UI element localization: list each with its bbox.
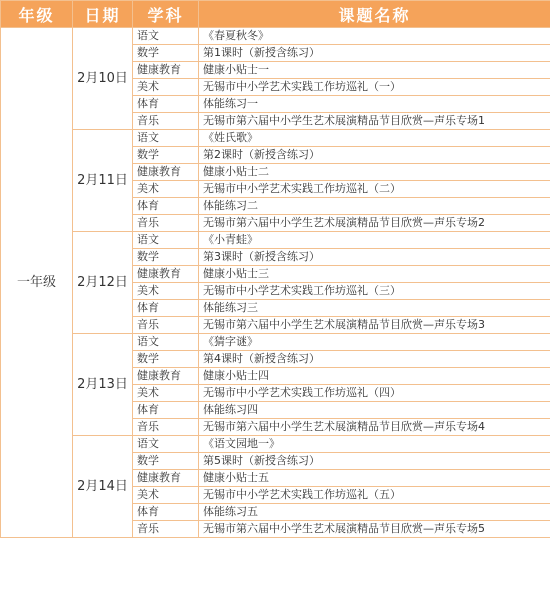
header-grade: 年级 [1,1,73,28]
date-cell: 2月11日 [73,130,133,232]
topic-cell: 体能练习二 [199,198,550,215]
table-row [1,232,550,249]
date-cell: 2月12日 [73,232,133,334]
topic-cell: 无锡市中小学艺术实践工作坊巡礼（五） [199,487,550,504]
subject-cell: 语文 [133,232,199,249]
table-row [1,436,550,453]
subject-cell: 健康教育 [133,368,199,385]
topic-cell: 无锡市第六届中小学生艺术展演精品节目欣赏—声乐专场1 [199,113,550,130]
subject-cell: 音乐 [133,113,199,130]
subject-cell: 数学 [133,249,199,266]
subject-cell: 数学 [133,147,199,164]
header-topic: 课题名称 [199,1,550,28]
topic-cell: 无锡市中小学艺术实践工作坊巡礼（四） [199,385,550,402]
subject-cell: 体育 [133,198,199,215]
topic-cell: 健康小贴士一 [199,62,550,79]
topic-cell: 无锡市第六届中小学生艺术展演精品节目欣赏—声乐专场3 [199,317,550,334]
subject-cell: 数学 [133,45,199,62]
topic-cell: 健康小贴士二 [199,164,550,181]
subject-cell: 音乐 [133,419,199,436]
table-row [1,28,550,45]
topic-cell: 《小青蛙》 [199,232,550,249]
date-cell: 2月14日 [73,436,133,538]
topic-cell: 第3课时（新授含练习） [199,249,550,266]
subject-cell: 美术 [133,283,199,300]
date-cell: 2月10日 [73,28,133,130]
header-date: 日期 [73,1,133,28]
topic-cell: 体能练习五 [199,504,550,521]
subject-cell: 语文 [133,436,199,453]
header-row [1,1,550,28]
subject-cell: 语文 [133,28,199,45]
subject-cell: 健康教育 [133,62,199,79]
topic-cell: 《姓氏歌》 [199,130,550,147]
topic-cell: 《猜字谜》 [199,334,550,351]
subject-cell: 数学 [133,351,199,368]
topic-cell: 无锡市第六届中小学生艺术展演精品节目欣赏—声乐专场2 [199,215,550,232]
subject-cell: 健康教育 [133,164,199,181]
topic-cell: 无锡市中小学艺术实践工作坊巡礼（一） [199,79,550,96]
topic-cell: 体能练习一 [199,96,550,113]
header-subject: 学科 [133,1,199,28]
topic-cell: 体能练习三 [199,300,550,317]
subject-cell: 美术 [133,79,199,96]
topic-cell: 健康小贴士四 [199,368,550,385]
topic-cell: 第2课时（新授含练习） [199,147,550,164]
topic-cell: 第5课时（新授含练习） [199,453,550,470]
topic-cell: 无锡市中小学艺术实践工作坊巡礼（二） [199,181,550,198]
topic-cell: 无锡市第六届中小学生艺术展演精品节目欣赏—声乐专场4 [199,419,550,436]
topic-cell: 《春夏秋冬》 [199,28,550,45]
date-cell: 2月13日 [73,334,133,436]
subject-cell: 美术 [133,385,199,402]
subject-cell: 健康教育 [133,266,199,283]
table-row [1,334,550,351]
subject-cell: 语文 [133,130,199,147]
subject-cell: 语文 [133,334,199,351]
subject-cell: 音乐 [133,215,199,232]
subject-cell: 体育 [133,402,199,419]
table-row [1,130,550,147]
topic-cell: 第1课时（新授含练习） [199,45,550,62]
subject-cell: 美术 [133,487,199,504]
subject-cell: 健康教育 [133,470,199,487]
topic-cell: 体能练习四 [199,402,550,419]
topic-cell: 第4课时（新授含练习） [199,351,550,368]
subject-cell: 音乐 [133,521,199,538]
topic-cell: 健康小贴士三 [199,266,550,283]
topic-cell: 无锡市第六届中小学生艺术展演精品节目欣赏—声乐专场5 [199,521,550,538]
subject-cell: 数学 [133,453,199,470]
grade-cell: 一年级 [1,28,73,538]
subject-cell: 体育 [133,96,199,113]
subject-cell: 体育 [133,300,199,317]
topic-cell: 无锡市中小学艺术实践工作坊巡礼（三） [199,283,550,300]
subject-cell: 音乐 [133,317,199,334]
subject-cell: 美术 [133,181,199,198]
subject-cell: 体育 [133,504,199,521]
topic-cell: 健康小贴士五 [199,470,550,487]
topic-cell: 《语文园地一》 [199,436,550,453]
